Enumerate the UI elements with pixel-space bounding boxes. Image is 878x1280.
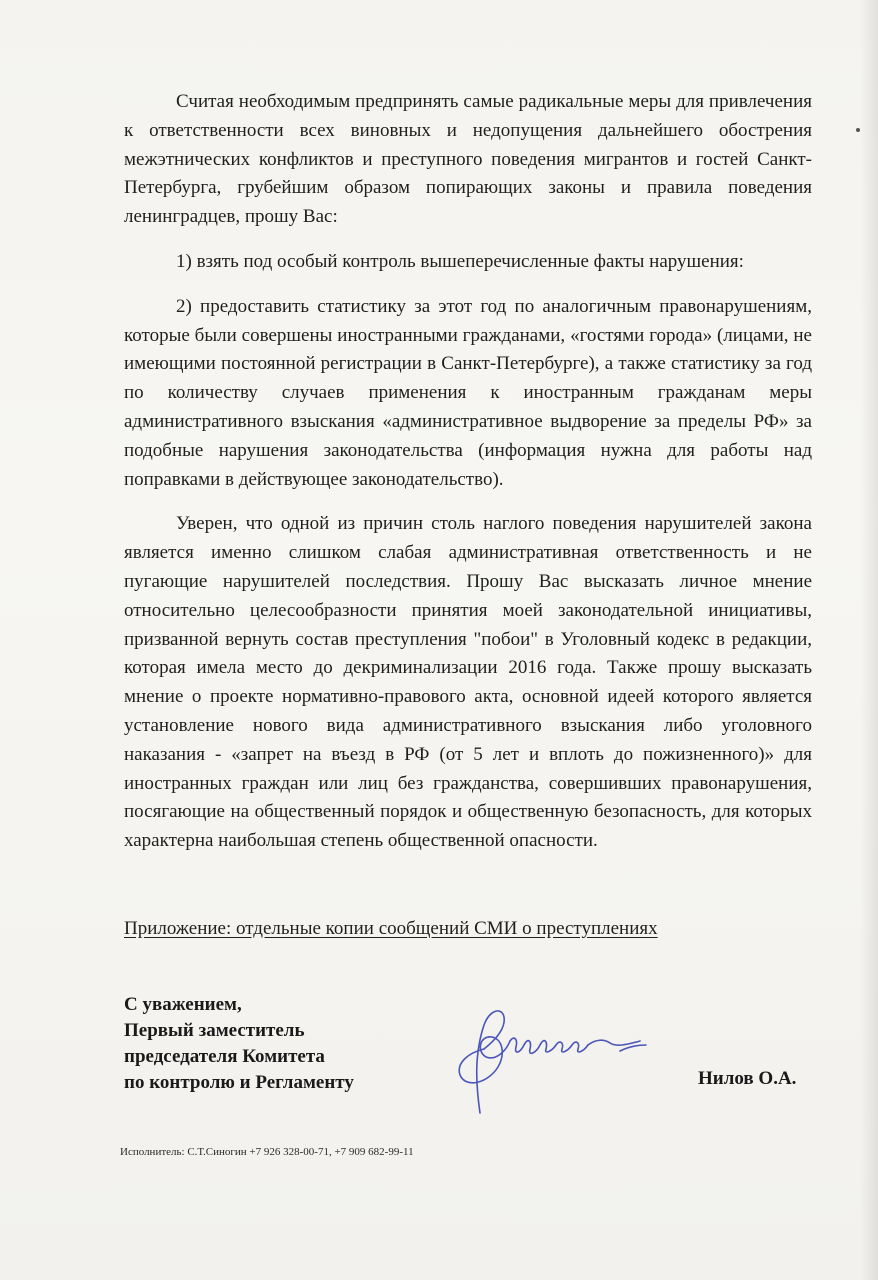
closing-position-line-2: председателя Комитета [124, 1046, 325, 1067]
paper-speck [856, 128, 860, 132]
closing-block [124, 992, 354, 1096]
paragraph-opinion: Уверен, что одной из причин столь наглого поведения нарушителей закона является именно слишком слабая административная ответственность и не пугающие нарушителей последствия. Прошу Вас высказать личное мнение относительно целесообразности принятия моей законодательной инициативы, призванной вернуть состав преступления "побои" в Уголовный кодекс в редакции, которая имела место до декриминализации 2016 года. Также прошу высказать мнение о проекте нормативно-правового акта, основной идеей которого является установление нового вида административного взыскания либо уголовного наказания - «запрет на въезд в РФ (от 5 лет и вплоть до пожизненного)» для иностранных граждан или лиц без гражданства, совершивших правонарушения, посягающие на общественный порядок и общественную безопасность, для которых характерна наибольшая степень общественной опасности. [124, 513, 812, 852]
request-item-1: 1) взять под особый контроль вышеперечисленные факты нарушения: [176, 250, 744, 272]
request-item-2: 2) предоставить статистику за этот год по аналогичным правонарушениям, которые были совершены иностранными гражданами, «гостями города» (лицами, не имеющими постоянной регистрации в Санкт-Петербурге), а также статистику за год по количеству случаев применения к иностранным гражданам меры административного взыскания «административное выдворение за пределы РФ» за подобные нарушения законодательства (информация нужна для работы над поправками в действующее законодательство). [124, 295, 812, 490]
handwritten-signature [440, 995, 660, 1125]
paragraph-request-intro: Считая необходимым предпринять самые радикальные меры для привлечения к ответственности всех виновных и недопущения дальнейшего обострения межэтнических конфликтов и преступного поведения мигрантов и гостей Санкт-Петербурга, грубейшим образом попирающих законы и правила поведения ленинградцев, прошу Вас: [124, 91, 812, 228]
letter-body [124, 88, 812, 872]
signer-name: Нилов О.А. [698, 1068, 797, 1089]
closing-greeting: С уважением, [124, 994, 242, 1015]
executor-contact: Исполнитель: С.Т.Синогин +7 926 328-00-71, +7 909 682-99-11 [120, 1146, 414, 1158]
closing-position-line-3: по контролю и Регламенту [124, 1072, 354, 1093]
closing-position-line-1: Первый заместитель [124, 1020, 305, 1041]
attachment-note: Приложение: отдельные копии сообщений СМИ о преступлениях [124, 918, 658, 939]
